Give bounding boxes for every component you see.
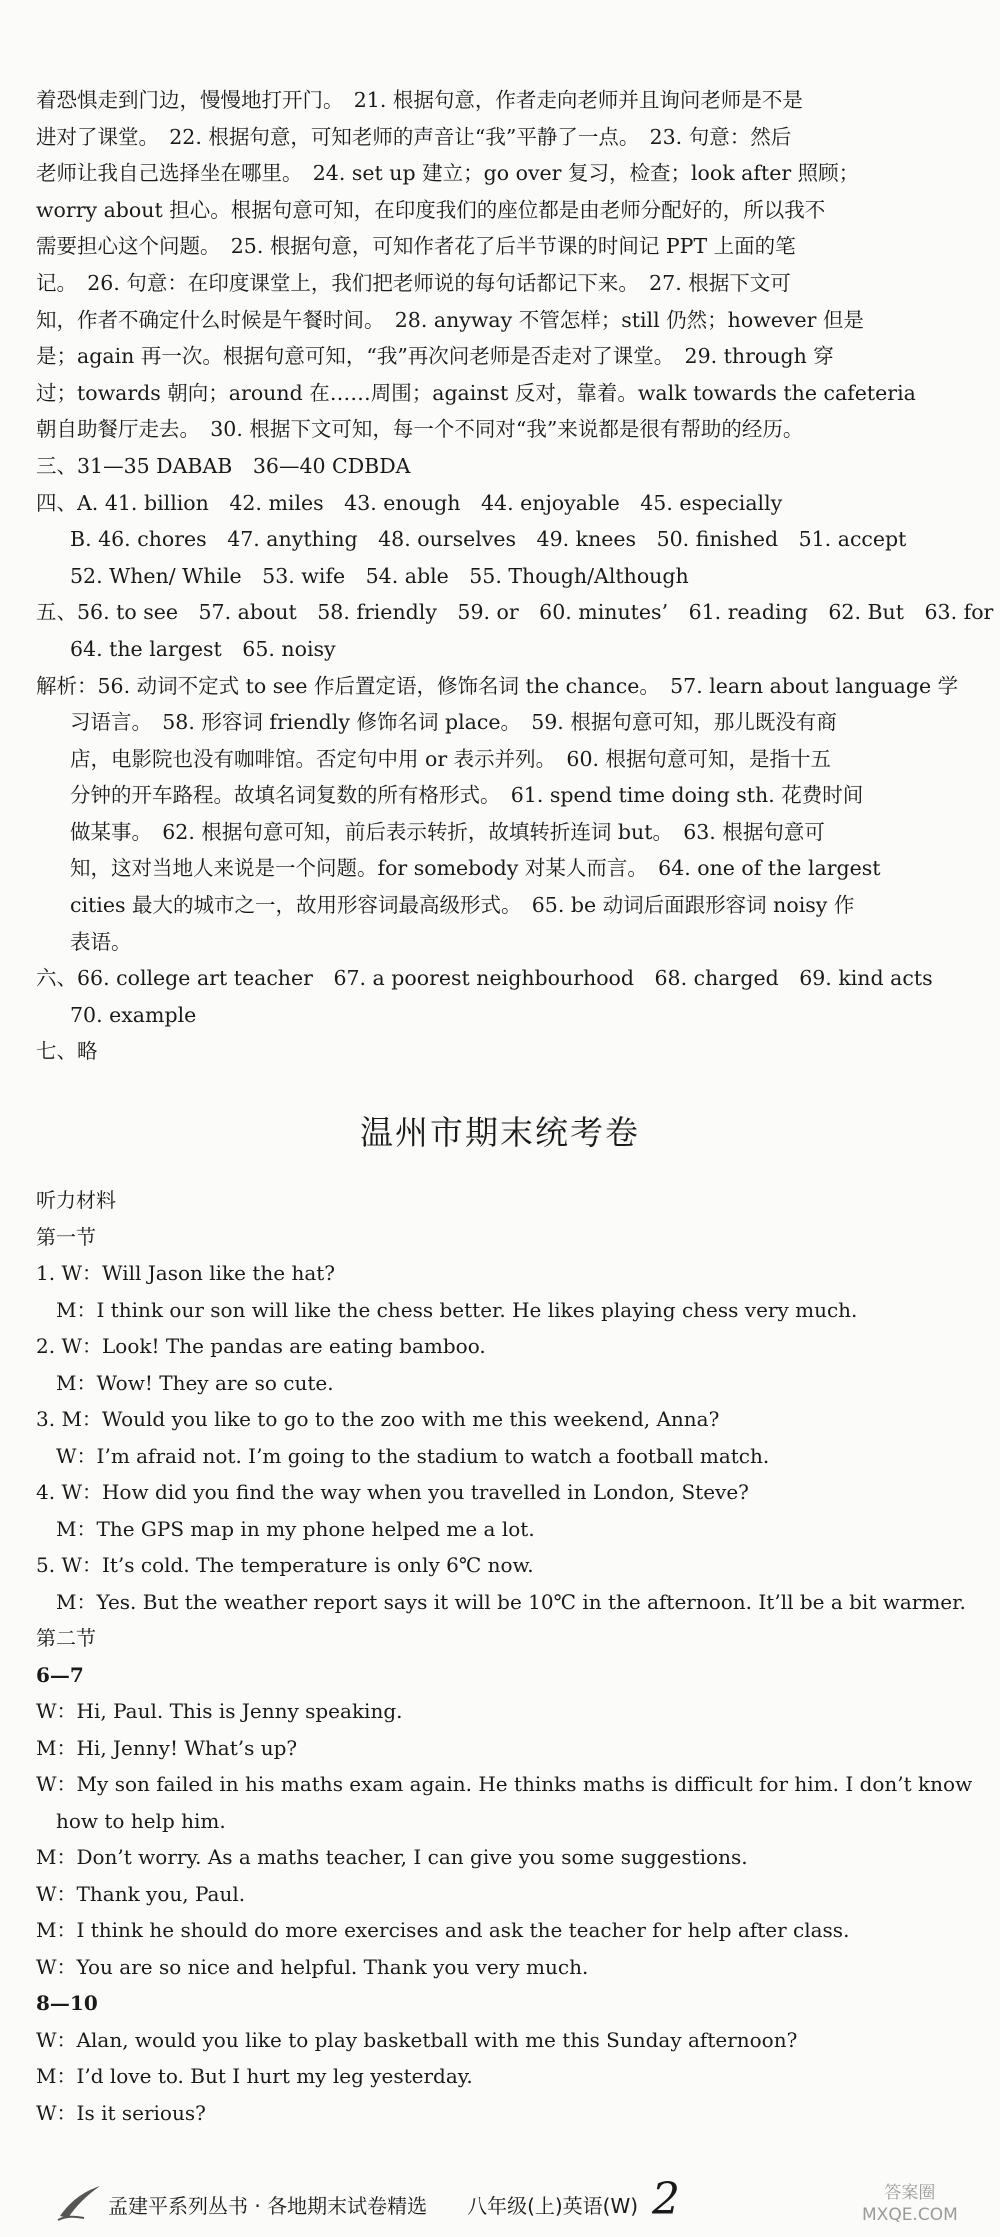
q4-line-2: M：The GPS map in my phone helped me a lot.: [56, 1516, 535, 1541]
q2-line-2: M：Wow! They are so cute.: [56, 1370, 334, 1395]
dialogue-line: W：You are so nice and helpful. Thank you very much.: [36, 1954, 589, 1979]
answer-line: 64. the largest 65. noisy: [70, 636, 336, 661]
q1-line-1: 1. W：Will Jason like the hat?: [36, 1261, 336, 1285]
answer-line: 是；again 再一次。根据句意可知，“我”再次问老师是否走对了课堂。 29. through 穿: [36, 344, 834, 369]
group-8-10-label: 8—10: [36, 1991, 98, 2015]
q5-line-2: M：Yes. But the weather report says it will be 10℃ in the afternoon. It’ll be a bit warmer.: [56, 1589, 966, 1614]
group-6-7-label: 6—7: [36, 1662, 84, 1687]
answer-line: 朝自助餐厅走去。 30. 根据下文可知，每一个不同对“我”来说都是很有帮助的经历。: [36, 417, 804, 442]
answer-line: 着恐惧走到门边，慢慢地打开门。 21. 根据句意，作者走向老师并且询问老师是不是: [36, 88, 803, 112]
answer-line: 四、A. 41. billion 42. miles 43. enough 44. enjoyable 45. especially: [36, 490, 783, 515]
answer-line: 进对了课堂。 22. 根据句意，可知老师的声音让“我”平静了一点。 23. 句意：然后: [36, 124, 792, 149]
answer-section: [36, 82, 994, 1070]
dialogue-line: W：Hi, Paul. This is Jenny speaking.: [36, 1699, 403, 1723]
swoosh-icon: [56, 2182, 104, 2222]
answer-line: 过；towards 朝向；around 在……周围；against 反对，靠着。walk towards the cafeteria: [36, 380, 916, 405]
answer-line: 记。 26. 句意：在印度课堂上，我们把老师说的每句话都记下来。 27. 根据下文可: [36, 270, 791, 295]
section-2-label: 第二节: [36, 1626, 96, 1650]
watermark-line-1: 答案圈: [884, 2183, 936, 2203]
q4-line-1: 4. W：How did you find the way when you travelled in London, Steve?: [36, 1480, 749, 1504]
answer-line: 知，作者不确定什么时候是午餐时间。 28. anyway 不管怎样；still 仍然；however 但是: [36, 307, 864, 332]
answer-line: B. 46. chores 47. anything 48. ourselves 49. knees 50. finished 51. accept: [70, 527, 907, 552]
q2-line-1: 2. W：Look! The pandas are eating bamboo.: [36, 1334, 486, 1358]
page-number: 2: [652, 2174, 680, 2225]
answer-line: 解析：56. 动词不定式 to see 作后置定语，修饰名词 the chance。 57. learn about language 学: [36, 673, 959, 698]
dialogue-line: M：Don’t worry. As a maths teacher, I can give you some suggestions.: [36, 1845, 748, 1869]
dialogue-line: W：Thank you, Paul.: [36, 1881, 246, 1906]
dialogue-line: M：I’d love to. But I hurt my leg yesterday.: [36, 2064, 473, 2088]
answer-line: worry about 担心。根据句意可知，在印度我们的座位都是由老师分配好的，所以我不: [36, 197, 826, 222]
answer-line: cities 最大的城市之一，故用形容词最高级形式。 65. be 动词后面跟形容词 noisy 作: [70, 893, 855, 918]
q3-line-2: W：I’m afraid not. I’m going to the stadium to watch a football match.: [56, 1443, 770, 1468]
dialogue-line: how to help him.: [56, 1808, 226, 1833]
answer-line: 习语言。 58. 形容词 friendly 修饰名词 place。 59. 根据句意可知，那儿既没有商: [70, 710, 837, 735]
listening-header: 听力材料: [36, 1188, 116, 1212]
answer-line: 店，电影院也没有咖啡馆。否定句中用 or 表示并列。 60. 根据句意可知，是指十五: [70, 746, 832, 771]
watermark: [862, 2182, 958, 2226]
q1-line-2: M：I think our son will like the chess better. He likes playing chess very much.: [56, 1297, 858, 1322]
watermark-line-2: MXQE.COM: [862, 2205, 958, 2225]
dialogue-line: W：Alan, would you like to play basketball with me this Sunday afternoon?: [36, 2027, 798, 2052]
answer-line: 六、66. college art teacher 67. a poorest neighbourhood 68. charged 69. kind acts: [36, 966, 933, 991]
dialogue-line: M：I think he should do more exercises and ask the teacher for help after class.: [36, 1918, 850, 1942]
dialogue-line: W：Is it serious?: [36, 2100, 206, 2125]
listening-material: [36, 1182, 976, 2131]
dialogue-line: M：Hi, Jenny! What’s up?: [36, 1735, 298, 1760]
section-1-label: 第一节: [36, 1224, 96, 1249]
answer-line: 需要担心这个问题。 25. 根据句意，可知作者花了后半节课的时间记 PPT 上面的笔: [36, 234, 796, 259]
exam-title: 温州市期末统考卷: [360, 1113, 640, 1152]
footer-series-text: 孟建平系列丛书 · 各地期末试卷精选 八年级(上)英语(W): [108, 2194, 639, 2218]
answer-line: 知，这对当地人来说是一个问题。for somebody 对某人而言。 64. one of the largest: [70, 856, 881, 881]
page-footer: [0, 2174, 1000, 2237]
q5-line-1: 5. W：It’s cold. The temperature is only 6℃ now.: [36, 1553, 534, 1577]
dialogue-line: W：My son failed in his maths exam again. He thinks maths is difficult for him. I don’t know: [36, 1772, 973, 1796]
answer-line: 五、56. to see 57. about 58. friendly 59. or 60. minutes’ 61. reading 62. But 63. for: [36, 600, 994, 625]
answer-line: 做某事。 62. 根据句意可知，前后表示转折，故填转折连词 but。 63. 根据句意可: [70, 819, 825, 844]
answer-line: 52. When/ While 53. wife 54. able 55. Though/Although: [70, 563, 689, 588]
answer-line: 老师让我自己选择坐在哪里。 24. set up 建立；go over 复习，检查；look after 照顾；: [36, 161, 860, 186]
answer-line: 表语。: [70, 929, 132, 954]
answer-line: 70. example: [70, 1002, 197, 1027]
answer-line: 分钟的开车路程。故填名词复数的所有格形式。 61. spend time doing sth. 花费时间: [70, 783, 864, 808]
answer-line: 七、略: [36, 1039, 98, 1064]
q3-line-1: 3. M：Would you like to go to the zoo with me this weekend, Anna?: [36, 1407, 720, 1431]
answer-line: 三、31—35 DABAB 36—40 CDBDA: [36, 453, 411, 478]
